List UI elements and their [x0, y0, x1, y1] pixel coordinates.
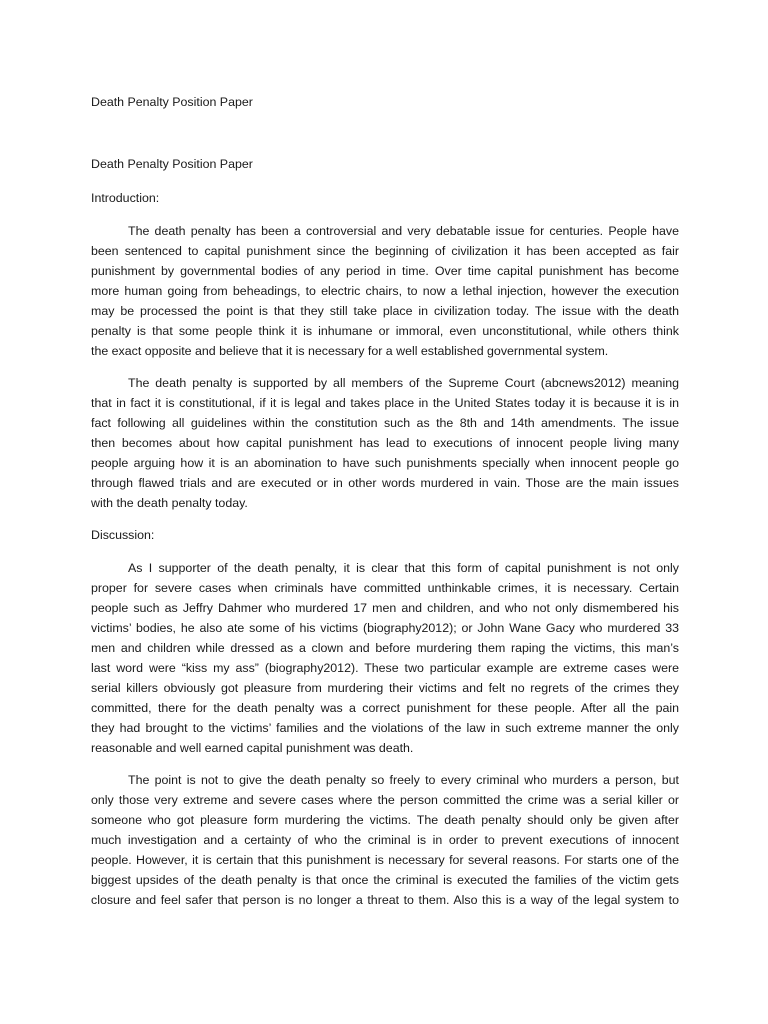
paragraph-line: people. However, it is certain that this punishment is necessary for several reasons. For starts one of the [91, 853, 679, 867]
running-header: Death Penalty Position Paper [91, 95, 253, 109]
paragraph-line: biggest upsides of the death penalty is that once the criminal is executed the families of the victim gets [91, 873, 679, 887]
paragraph-line: fact following all guidelines within the constitution such as the 8th and 14th amendments. The issue [91, 416, 679, 430]
paragraph-line: someone who got pleasure form murdering the victims. The death penalty should only be given after [91, 813, 679, 827]
paragraph-line: only those very extreme and severe cases where the person committed the crime was a serial killer or [91, 793, 679, 807]
paragraph-line: punishment by governmental bodies of any period in time. Over time capital punishment has become [91, 264, 679, 278]
paragraph-line: then becomes about how capital punishment has lead to executions of innocent people living many [91, 436, 679, 450]
paragraph-line: The death penalty is supported by all members of the Supreme Court (abcnews2012) meaning [128, 376, 679, 390]
paragraph-line: through flawed trials and are executed or in other words murdered in vain. Those are the main issues [91, 476, 679, 490]
paragraph-line: reasonable and well earned capital punishment was death. [91, 741, 414, 755]
paragraph-line: The point is not to give the death penalty so freely to every criminal who murders a person, but [128, 773, 679, 787]
section-heading: Discussion: [91, 528, 155, 542]
paragraph-line: that in fact it is constitutional, if it is legal and takes place in the United States today it is because it is in [91, 396, 679, 410]
paragraph-line: men and children while dressed as a clown and before murdering them raping the victims, this man’s [91, 641, 679, 655]
paragraph-line: they had brought to the victims’ families and the violations of the law in such extreme manner the only [91, 721, 679, 735]
paragraph-line: people such as Jeffry Dahmer who murdered 17 men and children, and who not only dismembered his [91, 601, 679, 615]
paragraph-line: people arguing how it is an abomination to have such punishments specially when innocent people go [91, 456, 679, 470]
paragraph-line: the exact opposite and believe that it is necessary for a well established governmental system. [91, 344, 609, 358]
paragraph-line: last word were “kiss my ass” (biography2012). These two particular example are extreme cases were [91, 661, 679, 675]
body-paragraph [91, 770, 679, 910]
paragraph-line: much investigation and a certainty of who the criminal is in order to prevent executions of innocent [91, 833, 679, 847]
paragraph-line: The death penalty has been a controversial and very debatable issue for centuries. People have [128, 224, 679, 238]
body-paragraph [91, 558, 679, 758]
paragraph-line: penalty is that some people think it is inhumane or immoral, even unconstitutional, while others think [91, 324, 679, 338]
section-heading: Introduction: [91, 191, 160, 205]
paragraph-line: serial killers obviously got pleasure from murdering their victims and felt no regrets of the crimes they [91, 681, 679, 695]
document-sections [91, 188, 679, 910]
paragraph-line: been sentenced to capital punishment since the beginning of civilization it has been accepted as fair [91, 244, 679, 258]
paragraph-line: with the death penalty today. [91, 496, 248, 510]
body-paragraph [91, 373, 679, 513]
document-title: Death Penalty Position Paper [91, 157, 253, 171]
paragraph-line: closure and feel safer that person is no longer a threat to them. Also this is a way of the legal system to [91, 893, 679, 907]
document-body [91, 92, 679, 922]
body-paragraph [91, 221, 679, 361]
paragraph-line: committed, there for the death penalty was a correct punishment for these people. After all the pain [91, 701, 679, 715]
paragraph-line: may be processed the point is that they still take place in civilization today. The issue with the death [91, 304, 679, 318]
paragraph-line: more human going from beheadings, to electric chairs, to now a lethal injection, however the execution [91, 284, 679, 298]
paragraph-line: proper for severe cases when criminals have committed unthinkable crimes, it is necessary. Certain [91, 581, 679, 595]
paragraph-line: As I supporter of the death penalty, it is clear that this form of capital punishment is not only [128, 561, 679, 575]
paragraph-line: victims’ bodies, he also ate some of his victims (biography2012); or John Wane Gacy who murdered 33 [91, 621, 679, 635]
